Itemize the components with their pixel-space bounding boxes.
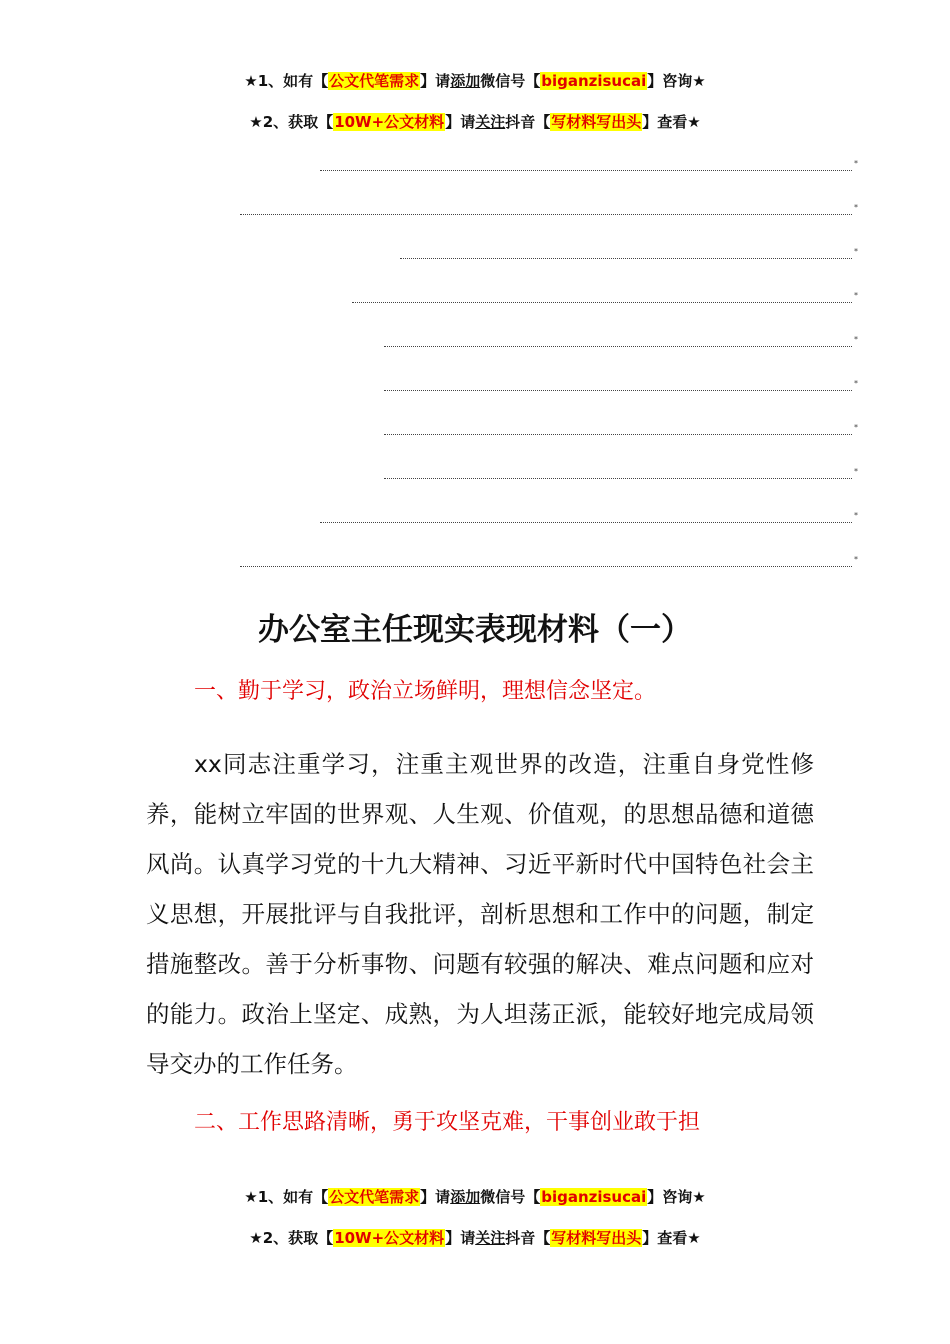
toc-leader-dots [384, 478, 852, 479]
promo-text: 】请 [445, 113, 476, 131]
toc-page-mark: * [854, 379, 858, 388]
toc-row[interactable] [240, 203, 858, 220]
toc-row[interactable] [320, 511, 858, 528]
promo-suffix: 】查看★ [642, 113, 701, 131]
promo-underlined-verb: 关注 [475, 1229, 506, 1247]
promo-top-line-1 [0, 70, 950, 92]
promo-suffix: 】查看★ [642, 1229, 701, 1247]
toc-row[interactable] [400, 247, 858, 264]
section-2-heading: 二、工作思路清晰，勇于攻坚克难，干事创业敢于担 [194, 1110, 701, 1135]
document-title: 办公室主任现实表现材料（一） [258, 612, 692, 648]
promo-text: 】请 [420, 72, 451, 90]
toc-leader-dots [384, 434, 852, 435]
promo-underlined-verb: 添加 [450, 1188, 481, 1206]
toc-page-mark: * [854, 159, 858, 168]
toc-leader-dots [240, 566, 852, 567]
toc-row[interactable] [240, 555, 858, 572]
toc-page-mark: * [854, 467, 858, 476]
toc-leader-dots [320, 522, 852, 523]
toc-row[interactable] [384, 379, 858, 396]
promo-highlight-wechat-id: biganzisucai [541, 72, 647, 90]
toc-leader-dots [384, 346, 852, 347]
promo-prefix: ★1、如有【 [244, 1188, 329, 1206]
promo-highlight-service: 公文代笔需求 [329, 1188, 420, 1206]
toc-leader-dots [320, 170, 852, 171]
promo-bottom-line-2 [0, 1227, 950, 1249]
toc-page-mark: * [854, 247, 858, 256]
promo-suffix: 】咨询★ [647, 1188, 706, 1206]
promo-highlight-wechat-id: biganzisucai [541, 1188, 647, 1206]
toc-page-mark: * [854, 335, 858, 344]
toc-leader-dots [352, 302, 852, 303]
toc-page-mark: * [854, 203, 858, 212]
promo-highlight-materials: 10W+公文材料 [334, 113, 445, 131]
toc-page-mark: * [854, 423, 858, 432]
toc-leader-dots [240, 214, 852, 215]
toc-page-mark: * [854, 291, 858, 300]
promo-underlined-verb: 关注 [475, 113, 506, 131]
toc-leader-dots [384, 390, 852, 391]
promo-text: 微信号【 [480, 1188, 541, 1206]
toc-row[interactable] [384, 335, 858, 352]
promo-text: 微信号【 [480, 72, 541, 90]
promo-prefix: ★2、获取【 [249, 1229, 334, 1247]
promo-highlight-douyin-id: 写材料写出头 [551, 113, 642, 131]
toc-leader-dots [400, 258, 852, 259]
promo-underlined-verb: 添加 [450, 72, 481, 90]
promo-suffix: 】咨询★ [647, 72, 706, 90]
promo-text: 抖音【 [505, 113, 551, 131]
promo-prefix: ★1、如有【 [244, 72, 329, 90]
promo-top-line-2 [0, 111, 950, 133]
promo-text: 】请 [445, 1229, 476, 1247]
toc-row[interactable] [320, 159, 858, 176]
promo-highlight-service: 公文代笔需求 [329, 72, 420, 90]
toc-row[interactable] [384, 467, 858, 484]
toc-row[interactable] [384, 423, 858, 440]
promo-bottom-line-1 [0, 1186, 950, 1208]
promo-text: 抖音【 [505, 1229, 551, 1247]
promo-highlight-materials: 10W+公文材料 [334, 1229, 445, 1247]
promo-highlight-douyin-id: 写材料写出头 [551, 1229, 642, 1247]
toc-page-mark: * [854, 511, 858, 520]
promo-text: 】请 [420, 1188, 451, 1206]
toc-page-mark: * [854, 555, 858, 564]
section-1-heading: 一、勤于学习，政治立场鲜明，理想信念坚定。 [194, 679, 657, 704]
section-1-body: xx同志注重学习，注重主观世界的改造，注重自身党性修养，能树立牢固的世界观、人生观、价值观，的思想品德和道德风尚。认真学习党的十九大精神、习近平新时代中国特色社会主义思想，开展批评与自我批评，剖析思想和工作中的问题，制定措施整改。善于分析事物、问题有较强的解决、难点问题和应对的能力。政治上坚定、成熟，为人坦荡正派，能较好地完成局领导交办的工作任务。 [146, 750, 814, 1078]
toc-row[interactable] [352, 291, 858, 308]
promo-prefix: ★2、获取【 [249, 113, 334, 131]
